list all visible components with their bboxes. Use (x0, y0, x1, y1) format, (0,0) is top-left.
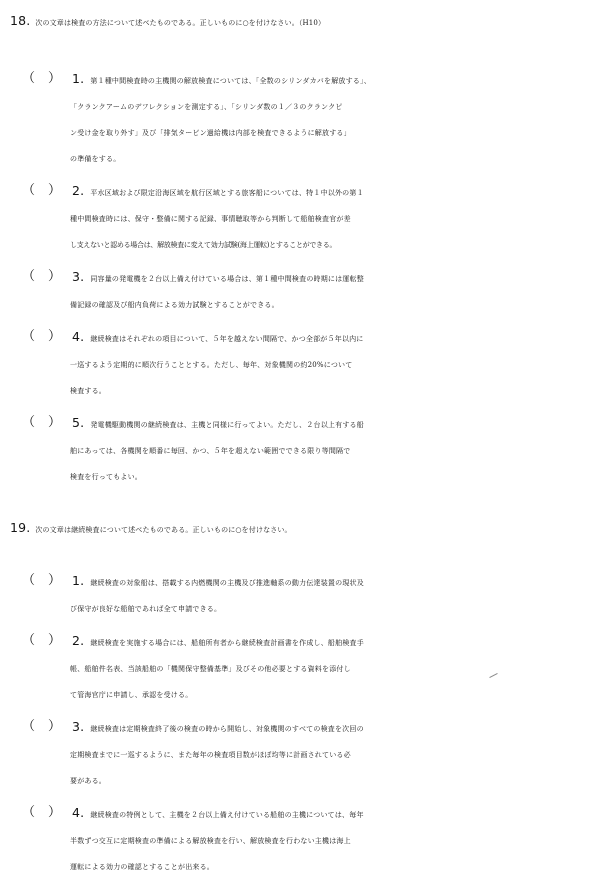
answer-list (0, 66, 600, 490)
item-number: 1. (72, 573, 85, 588)
item-line: 一巡するよう定期的に順次行うこととする。ただし、毎年、対象機関の約20%について (70, 361, 353, 369)
answer-blank[interactable]: （ ） (22, 805, 62, 820)
item-line: 検査する。 (70, 387, 106, 395)
item-text: 平水区域および限定沿海区域を航行区域とする旅客船については、特１中以外の第１ (90, 189, 364, 197)
item-line: 「クランクアームのデフレクションを測定する」、「シリンダ数の１／３のクランクピ (70, 103, 343, 111)
answer-blank[interactable]: （ ） (22, 71, 62, 86)
answer-blank[interactable]: （ ） (22, 329, 62, 344)
item-line: 備記録の確認及び船内負荷による効力試験とすることができる。 (70, 301, 279, 309)
item-line: 種中間検査時には、保守・整備に関する記録、事情聴取等から判断して船舶検査官が差 (70, 215, 351, 223)
item-line (72, 800, 600, 828)
item-line: の準備をする。 (70, 155, 121, 163)
item-number: 4. (72, 329, 85, 344)
question-number: 18. (10, 13, 31, 28)
item-line (72, 568, 600, 596)
question-prompt: 次の文章は継続検査について述べたものである。正しいものに○を付けなさい。 (35, 526, 292, 534)
item-text: 第１種中間検査時の主機関の解放検査については、「全数のシリンダカバを解放する」、 (90, 77, 371, 85)
item-number: 3. (72, 719, 85, 734)
item-line: 運転による効力の確認とすることが出来る。 (70, 863, 214, 871)
question-header (10, 517, 600, 541)
item-number: 4. (72, 805, 85, 820)
item-line (72, 324, 600, 352)
item-text: 発電機駆動機関の継続検査は、主機と同様に行ってよい。ただし、２台以上有する船 (90, 421, 364, 429)
item-text: 継続検査の対象船は、搭載する内燃機関の主機及び推進軸系の動力伝達装置の現状及 (90, 579, 364, 587)
answer-item-18-1 (0, 66, 600, 172)
item-line (72, 714, 600, 742)
question-19 (0, 517, 600, 886)
item-line: 検査を行ってもよい。 (70, 473, 142, 481)
item-number: 3. (72, 269, 85, 284)
question-18 (0, 10, 600, 496)
item-line: て管海官庁に申請し、承認を受ける。 (70, 691, 193, 699)
item-text: 継続検査は定期検査終了後の検査の時から開始し、対象機関のすべての検査を次回の (90, 725, 364, 733)
item-line: ン受け金を取り外す」及び「排気タービン過給機は内部を検査できるように解放する」 (70, 129, 351, 137)
item-number: 5. (72, 415, 85, 430)
answer-blank[interactable]: （ ） (22, 269, 62, 284)
answer-item-18-3 (0, 264, 600, 318)
item-line (72, 178, 600, 206)
answer-item-19-4 (0, 800, 600, 880)
item-number: 2. (72, 633, 85, 648)
question-header (10, 10, 600, 34)
item-text: 継続検査はそれぞれの項目について、５年を越えない間隔で、かつ全部が５年以内に (90, 335, 364, 343)
item-text: 継続検査の特例として、主機を２台以上備え付けている船舶の主機については、毎年 (90, 811, 364, 819)
item-line (72, 66, 600, 94)
item-text: 継続検査を実施する場合には、船舶所有者から継続検査計画書を作成し、船舶検査手 (90, 639, 364, 647)
item-line: 要がある。 (70, 777, 106, 785)
answer-blank[interactable]: （ ） (22, 633, 62, 648)
item-line: 半数ずつ交互に定期検査の準備による解放検査を行い、解放検査を行わない主機は海上 (70, 837, 351, 845)
answer-item-19-1 (0, 568, 600, 622)
answer-blank[interactable]: （ ） (22, 573, 62, 588)
item-line (72, 264, 600, 292)
item-line: び保守が良好な船舶であれば全て申請できる。 (70, 605, 222, 613)
answer-item-19-2 (0, 628, 600, 708)
item-line: 定期検査までに一巡するように、また毎年の検査項目数がほぼ均等に計画されている必 (70, 751, 351, 759)
item-line: 舶にあっては、各機関を順番に毎回、かつ、５年を超えない範囲でできる限り等間隔で (70, 447, 351, 455)
question-prompt: 次の文章は検査の方法について述べたものである。正しいものに○を付けなさい。（H10） (35, 19, 326, 27)
answer-item-19-3 (0, 714, 600, 794)
item-line: 帳、船舶件名表、当該船舶の「機関保守整備基準」及びその他必要とする資料を添付し (70, 665, 351, 673)
answer-blank[interactable]: （ ） (22, 183, 62, 198)
answer-item-18-2 (0, 178, 600, 258)
item-line (72, 628, 600, 656)
question-number: 19. (10, 520, 31, 535)
item-line (72, 410, 600, 438)
item-text: 同容量の発電機を２台以上備え付けている場合は、第１種中間検査の時期には運転整 (90, 275, 364, 283)
item-line: し支えないと認める場合は、解放検査に変えて効力試験(海上運転)とすることができる。 (70, 241, 337, 249)
item-number: 2. (72, 183, 85, 198)
answer-blank[interactable]: （ ） (22, 415, 62, 430)
answer-blank[interactable]: （ ） (22, 719, 62, 734)
answer-list (0, 568, 600, 880)
answer-item-18-5 (0, 410, 600, 490)
answer-item-18-4 (0, 324, 600, 404)
item-number: 1. (72, 71, 85, 86)
